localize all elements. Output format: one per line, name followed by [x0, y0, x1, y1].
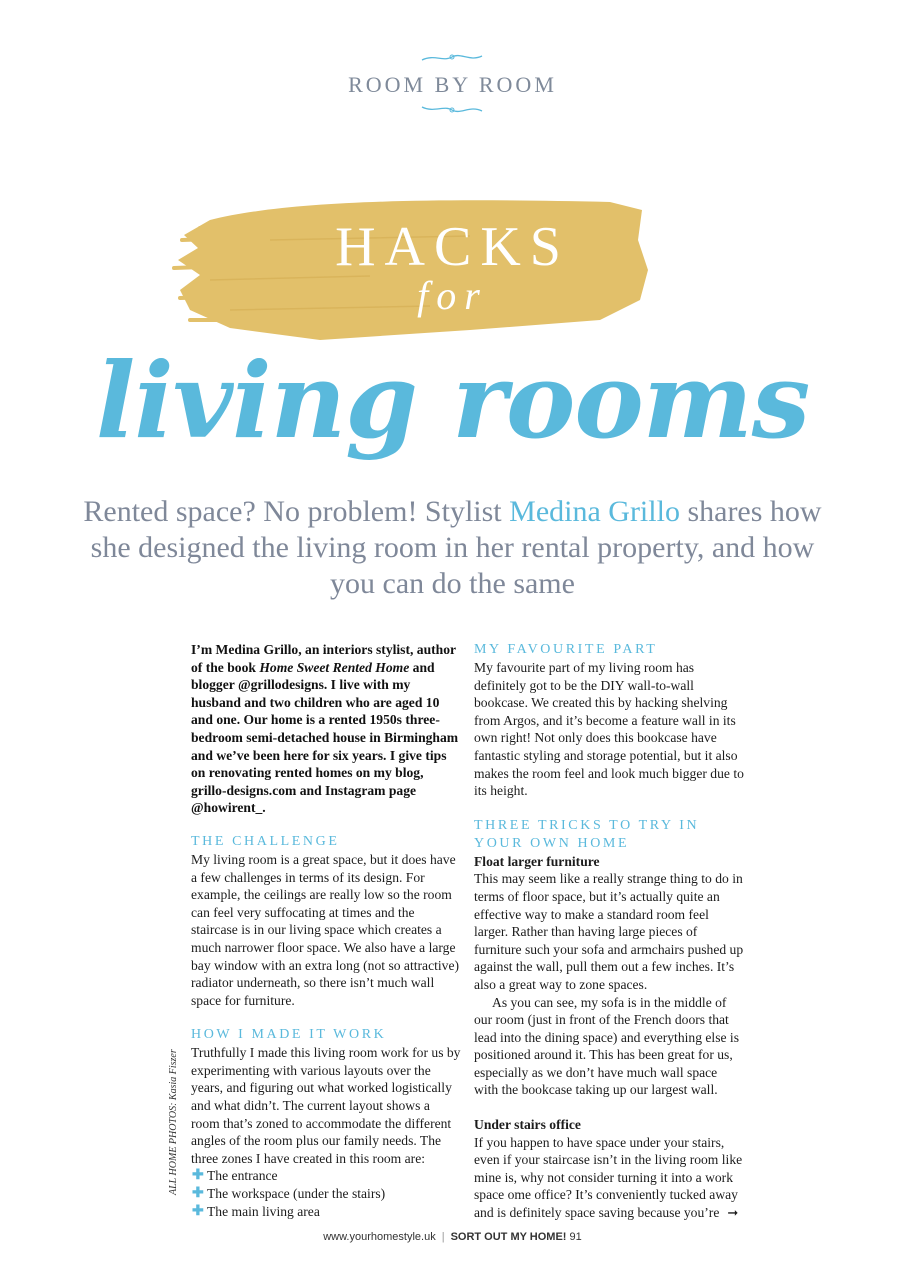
favourite-paragraph: My favourite part of my living room has definitely got to be the DIY wall-to-wall bookcase. We created this by hacking shelving from Argos, and it’s become a feature wall in its own right! Not only does this bookcase have fantastic styling and storage potential, but it also makes the room feel and look much bigger due to its height.	[474, 660, 744, 799]
plus-bullet-icon: ✚	[192, 1168, 204, 1184]
float-paragraph-2: As you can see, my sofa is in the middle of our room (just in front of the French doors that lead into the dining space) and everything else is positioned around it. This has been great for us, especially as we don’t have much wall space with the bookcase taking up our largest wall.	[474, 994, 739, 1098]
made-it-work-paragraph: Truthfully I made this living room work for us by experimenting with various layouts over the years, and figuring out what worked logistically and what didn’t. The current layout shows a room that’s zoned to accommodate the different angles of the room plus our family needs. The three zones I have created in this room are:	[191, 1045, 461, 1166]
hacks-title: HACKS	[335, 216, 570, 278]
favourite-heading: MY FAVOURITE PART	[474, 642, 658, 657]
tricks-heading: THREE TRICKS TO TRY IN YOUR OWN HOME	[474, 817, 700, 851]
float-heading: Float larger furniture	[474, 853, 600, 869]
challenge-paragraph: My living room is a great space, but it does have a few challenges in terms of its design. For example, the ceilings are really low so the room can feel very suffocating at times and the staircase is in our living space which creates a much narrower floor space. We also have a large bay window with an extra long (not so attractive) radiator underneath, so there isn’t much wall space for furniture.	[191, 851, 460, 1008]
standfirst	[80, 494, 825, 602]
page-number: 91	[569, 1231, 582, 1243]
float-paragraph-1: This may seem like a really strange thing to do in terms of floor space, but it’s actually quite an effective way to make a standard room feel larger. Rather than having large pieces of furniture such your sofa and armchairs pushed up against the wall, pull them out a few inches. It’s also a great way to zone spaces.	[474, 871, 744, 992]
challenge-heading: THE CHALLENGE	[191, 833, 340, 849]
footer-url[interactable]: www.yourhomestyle.uk	[323, 1231, 436, 1243]
section-label: ROOM BY ROOM	[348, 72, 557, 97]
right-column	[474, 641, 744, 1222]
footer-separator: |	[441, 1231, 445, 1243]
intro-text: I’m Medina Grillo, an interiors stylist, author of the book	[191, 642, 456, 675]
for-title: for	[417, 273, 488, 318]
flourish-icon	[420, 51, 484, 65]
list-item: ✚ The workspace (under the stairs)	[192, 1186, 386, 1202]
main-title: living rooms	[95, 339, 810, 462]
standfirst-after: shares how she designed the living room in her rental property, and how you can do the same	[90, 495, 822, 600]
photo-credit: ALL HOME PHOTOS: Kasia Fiszer	[168, 1049, 179, 1195]
standfirst-before: Rented space? No problem! Stylist	[83, 495, 510, 528]
plus-bullet-icon: ✚	[192, 1203, 204, 1219]
zones-list	[191, 1167, 461, 1220]
page-footer	[0, 1231, 905, 1243]
intro-paragraph	[191, 641, 461, 817]
made-it-work-heading: HOW I MADE IT WORK	[191, 1027, 387, 1043]
intro-text-cont: and blogger @grillodesigns. I live with my husband and two children who are aged 10 and one. Our home is a rented 1950s three-bedroom semi-detached house in Birmingham and we’ve been here for six years. I give tips on renovating rented homes on my blog, grillo-designs.com and Instagram page @howirent_.	[191, 659, 459, 816]
office-paragraph: If you happen to have space under your stairs, even if your staircase isn’t in the living room like mine is, why not consider turning it into a work space ome office? It’s conveniently tucked away and is definitely space saving because you’re ➞	[474, 1134, 743, 1221]
magazine-name: SORT OUT MY HOME!	[450, 1231, 567, 1243]
arrow-right-icon: ➞	[727, 1205, 739, 1221]
office-heading: Under stairs office	[474, 1117, 581, 1133]
author-name: Medina Grillo	[509, 495, 680, 528]
flourish-icon	[420, 102, 484, 116]
book-title: Home Sweet Rented Home	[259, 659, 410, 675]
section-header	[0, 45, 905, 125]
list-item: ✚ The entrance	[192, 1168, 278, 1184]
plus-bullet-icon: ✚	[192, 1186, 204, 1202]
list-item: ✚ The main living area	[192, 1203, 320, 1219]
left-column	[191, 641, 461, 1220]
